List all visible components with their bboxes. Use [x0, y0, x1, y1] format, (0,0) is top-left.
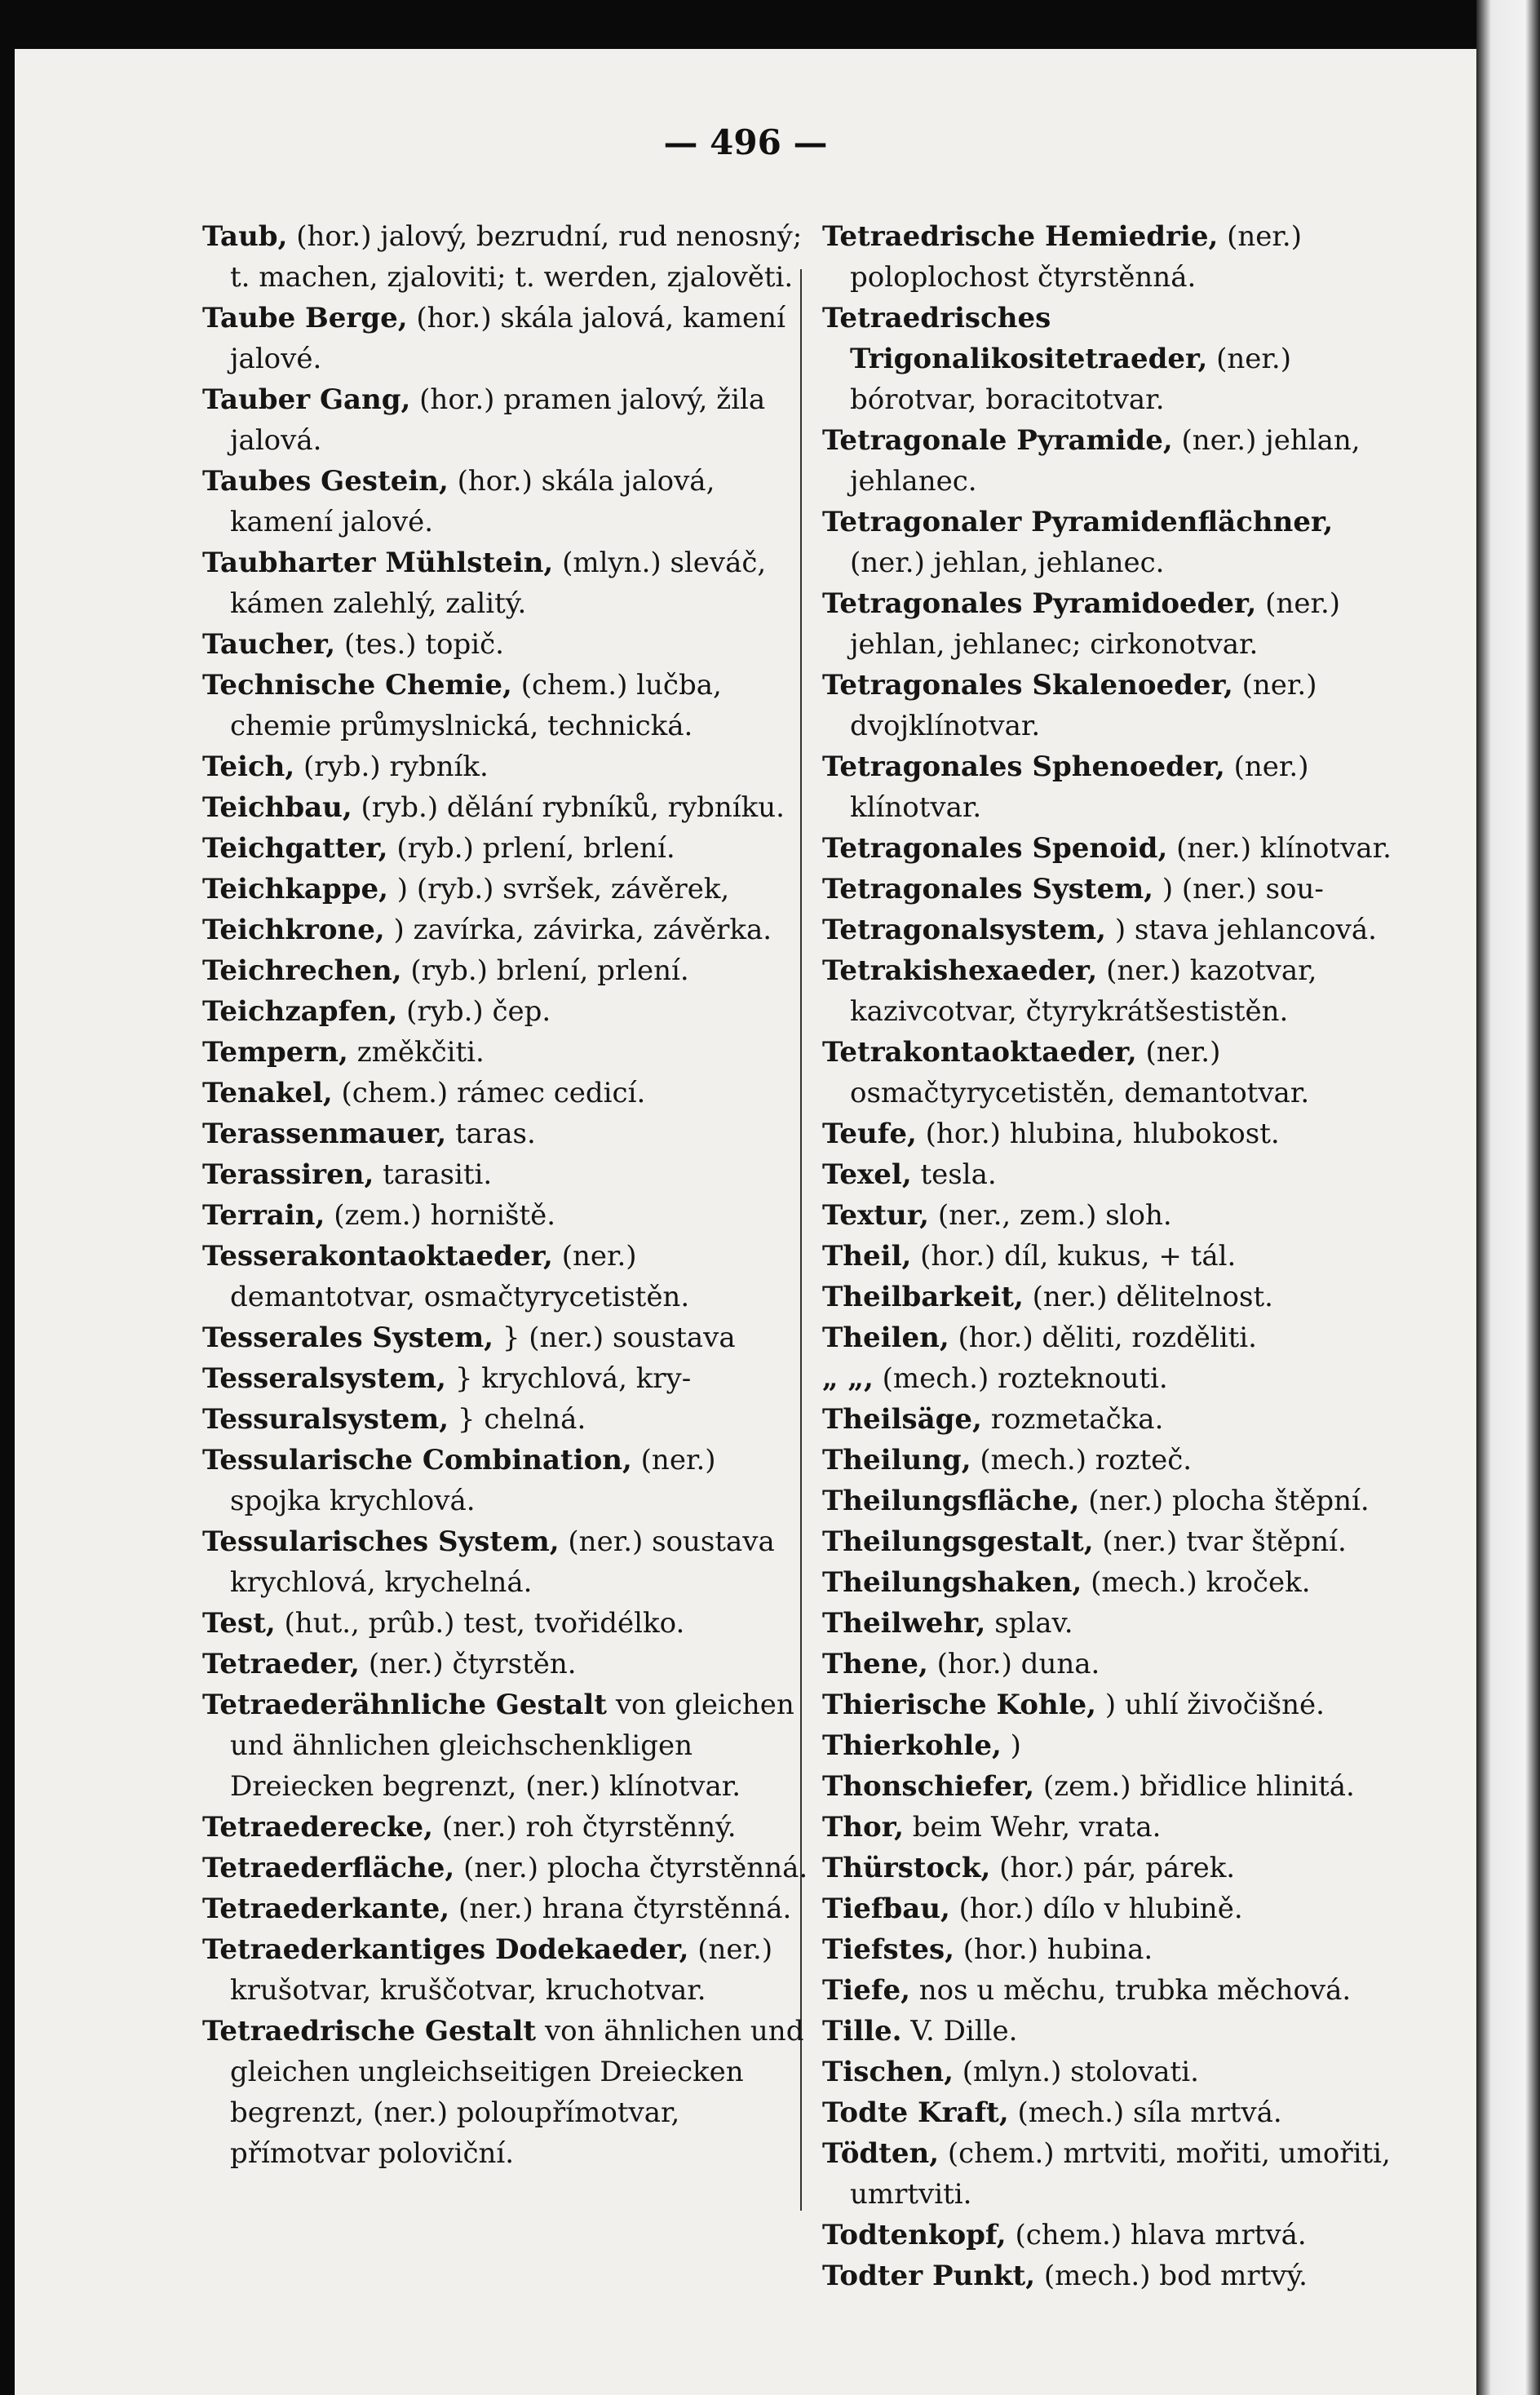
entry-headword: Teichgatter, — [202, 832, 388, 865]
dictionary-entry — [822, 420, 1405, 502]
dictionary-entry — [202, 1236, 814, 1317]
entry-headword: Todte Kraft, — [822, 2096, 1009, 2129]
entry-definition: (mlyn.) sleváč, kámen zalehlý, zalitý. — [230, 547, 767, 620]
dictionary-entry — [202, 746, 814, 787]
entry-headword: Tetragonales System, — [822, 873, 1154, 905]
entry-headword: Tiefbau, — [822, 1893, 950, 1925]
entry-definition: (mlyn.) stolovati. — [962, 2056, 1199, 2088]
dictionary-entry — [202, 1888, 814, 1929]
entry-headword: Theilung, — [822, 1444, 971, 1476]
right-column — [822, 216, 1405, 2296]
entry-definition: (chem.) rámec cedicí. — [341, 1077, 646, 1109]
dictionary-entry — [822, 1888, 1405, 1929]
entry-definition: taras. — [455, 1118, 536, 1150]
dictionary-entry — [202, 461, 814, 542]
entry-headword: Teichkrone, — [202, 914, 385, 946]
dictionary-entry — [822, 1317, 1405, 1358]
dictionary-entry — [822, 828, 1405, 869]
entry-definition: (ner.) spojka krychlová. — [230, 1444, 716, 1517]
entry-definition: ) zavírka, závirka, závěrka. — [393, 914, 772, 946]
entry-definition: ) (ner.) sou- — [1162, 873, 1324, 905]
dictionary-entry — [822, 1807, 1405, 1848]
entry-definition: (ner.) bórotvar, boracitotvar. — [850, 343, 1291, 416]
dictionary-entry — [822, 2215, 1405, 2256]
entry-definition: von gleichen und ähnlichen gleichschenkligen Dreiecken begrenzt, (ner.) klínotvar. — [230, 1689, 794, 1803]
entry-definition: (chem.) hlava mrtvá. — [1015, 2219, 1307, 2251]
dictionary-entry — [822, 1766, 1405, 1807]
entry-headword: Thonschiefer, — [822, 1770, 1035, 1803]
entry-headword: Theilungsfläche, — [822, 1485, 1080, 1517]
entry-definition: (chem.) lučba, chemie průmyslnická, technická. — [230, 669, 722, 742]
entry-definition: (zem.) horniště. — [334, 1199, 556, 1232]
entry-headword: Tiefstes, — [822, 1933, 954, 1966]
entry-headword: Tetraederfläche, — [202, 1852, 455, 1884]
entry-definition: ) uhlí živočišné. — [1104, 1689, 1325, 1721]
entry-definition: změkčiti. — [356, 1036, 485, 1069]
entry-definition: V. Dille. — [910, 2015, 1018, 2047]
dictionary-entry — [822, 1562, 1405, 1603]
entry-definition: (hor.) jalový, bezrudní, rud nenosný; t. machen, zjaloviti; t. werden, zjalověti. — [230, 220, 803, 294]
dictionary-entry — [202, 216, 814, 298]
entry-definition: (hor.) hlubina, hlubokost. — [925, 1118, 1280, 1150]
entry-headword: Todter Punkt, — [822, 2260, 1036, 2292]
dictionary-entry — [202, 1440, 814, 1521]
dictionary-entry — [822, 1358, 1405, 1399]
entry-definition: (hor.) skála jalová, kamení jalové. — [230, 302, 785, 375]
dictionary-entry — [202, 787, 814, 828]
dictionary-entry — [822, 1195, 1405, 1236]
entry-definition: (ner.) kazotvar, kazivcotvar, čtyrykrátšestistěn. — [850, 954, 1317, 1028]
dictionary-entry — [822, 950, 1405, 1032]
entry-headword: Tetragonale Pyramide, — [822, 424, 1173, 457]
page-number: — 496 — — [663, 122, 828, 162]
entry-headword: Terassiren, — [202, 1158, 374, 1191]
entry-definition: (mech.) bod mrtvý. — [1043, 2260, 1308, 2292]
entry-headword: Tetragonales Skalenoeder, — [822, 669, 1233, 702]
dictionary-entry — [822, 1848, 1405, 1888]
dictionary-entry — [822, 1970, 1405, 2011]
entry-headword: Tischen, — [822, 2056, 954, 2088]
entry-headword: Tetraedrische Gestalt — [202, 2015, 537, 2047]
entry-headword: Tiefe, — [822, 1974, 910, 2007]
dictionary-entry — [202, 1032, 814, 1073]
dictionary-entry — [202, 991, 814, 1032]
entry-definition: (ner.) plocha čtyrstěnná. — [463, 1852, 808, 1884]
entry-definition: (hor.) duna. — [936, 1648, 1100, 1680]
entry-definition: (hor.) pramen jalový, žila jalová. — [230, 383, 766, 457]
dictionary-entry — [202, 828, 814, 869]
dictionary-entry — [202, 1195, 814, 1236]
entry-definition: (ner., zem.) sloh. — [937, 1199, 1172, 1232]
entry-headword: Thor, — [822, 1811, 904, 1844]
dictionary-entry — [822, 1154, 1405, 1195]
dictionary-entry — [202, 379, 814, 461]
entry-headword: Tetraedrisches Trigonalikositetraeder, — [822, 302, 1208, 375]
entry-definition: (chem.) mrtviti, mořiti, umořiti, umrtviti. — [850, 2137, 1391, 2211]
dictionary-entry — [822, 2092, 1405, 2133]
entry-headword: Tetraederähnliche Gestalt — [202, 1689, 607, 1721]
entry-headword: Taubharter Mühlstein, — [202, 547, 554, 579]
entry-headword: Taub, — [202, 220, 288, 253]
entry-headword: Tessuralsystem, — [202, 1403, 449, 1436]
entry-definition: (ryb.) brlení, prlení. — [410, 954, 689, 987]
entry-headword: Thierische Kohle, — [822, 1689, 1097, 1721]
entry-definition: (ner.) soustava krychlová, krychelná. — [230, 1525, 775, 1599]
entry-definition: (tes.) topič. — [343, 628, 504, 661]
entry-definition: beim Wehr, vrata. — [912, 1811, 1162, 1844]
entry-definition: rozmetačka. — [990, 1403, 1164, 1436]
entry-headword: Teichkappe, — [202, 873, 388, 905]
dictionary-entry — [822, 502, 1405, 583]
dictionary-entry — [202, 1929, 814, 2011]
entry-definition: (ner.) tvar štěpní. — [1102, 1525, 1347, 1558]
dictionary-entry — [202, 950, 814, 991]
entry-definition: von ähnlichen und gleichen ungleichseitigen Dreiecken begrenzt, (ner.) poloupřímotvar, přímotvar poloviční. — [230, 2015, 804, 2170]
entry-headword: Teufe, — [822, 1118, 917, 1150]
dictionary-entry — [202, 1317, 814, 1358]
entry-definition: (ner.) demantotvar, osmačtyrycetistěn. — [230, 1240, 690, 1313]
entry-definition: tesla. — [920, 1158, 997, 1191]
dictionary-entry — [202, 624, 814, 665]
entry-headword: Tetragonales Spenoid, — [822, 832, 1168, 865]
dictionary-entry — [202, 1358, 814, 1399]
entry-headword: Theil, — [822, 1240, 912, 1273]
entry-headword: Tessularische Combination, — [202, 1444, 632, 1476]
entry-definition: (hor.) děliti, rozděliti. — [958, 1321, 1257, 1354]
dictionary-entry — [202, 2011, 814, 2174]
entry-headword: Theilungsgestalt, — [822, 1525, 1094, 1558]
entry-headword: Tetraeder, — [202, 1648, 360, 1680]
dictionary-entry — [202, 1807, 814, 1848]
dictionary-entry — [202, 1073, 814, 1113]
dictionary-entry — [822, 2133, 1405, 2215]
entry-definition: (ner.) dvojklínotvar. — [850, 669, 1317, 742]
entry-definition: (ner.) klínotvar. — [850, 750, 1309, 824]
entry-headword: Thürstock, — [822, 1852, 991, 1884]
entry-headword: Teichzapfen, — [202, 995, 398, 1028]
entry-headword: Todtenkopf, — [822, 2219, 1007, 2251]
dictionary-entry — [822, 1644, 1405, 1684]
entry-headword: Tetrakishexaeder, — [822, 954, 1098, 987]
entry-headword: Tempern, — [202, 1036, 348, 1069]
adjacent-page-edge — [1476, 0, 1540, 2395]
entry-definition: (ner.) čtyrstěn. — [368, 1648, 577, 1680]
dictionary-entry — [822, 298, 1405, 420]
dictionary-entry — [822, 1521, 1405, 1562]
dictionary-page — [15, 49, 1476, 2395]
dictionary-entry — [822, 1684, 1405, 1725]
entry-definition: ) — [1010, 1729, 1021, 1762]
dictionary-entry — [822, 665, 1405, 746]
dictionary-entry — [202, 1603, 814, 1644]
left-column — [202, 216, 814, 2174]
entry-headword: Theilungshaken, — [822, 1566, 1082, 1599]
entry-definition: (ner.) jehlan, jehlanec. — [850, 424, 1361, 498]
dictionary-entry — [202, 665, 814, 746]
entry-definition: (ner.) jehlan, jehlanec. — [850, 547, 1165, 579]
entry-headword: Taubes Gestein, — [202, 465, 449, 498]
entry-definition: splav. — [994, 1607, 1073, 1640]
dictionary-entry — [822, 1113, 1405, 1154]
dictionary-entry — [822, 2011, 1405, 2052]
entry-definition: (ner.) osmačtyrycetistěn, demantotvar. — [850, 1036, 1310, 1109]
dictionary-entry — [202, 1399, 814, 1440]
entry-headword: Theilsäge, — [822, 1403, 982, 1436]
entry-headword: Theilen, — [822, 1321, 949, 1354]
entry-definition: (ner.) poloplochost čtyrstěnná. — [850, 220, 1302, 294]
entry-headword: Tesserales System, — [202, 1321, 494, 1354]
entry-definition: tarasiti. — [383, 1158, 493, 1191]
entry-definition: } chelná. — [457, 1403, 586, 1436]
dictionary-entry — [822, 1440, 1405, 1481]
entry-definition: (mech.) rozteknouti. — [882, 1362, 1168, 1395]
entry-headword: Tesserakontaoktaeder, — [202, 1240, 553, 1273]
entry-headword: Tetraederkantiges Dodekaeder, — [202, 1933, 689, 1966]
entry-definition: nos u měchu, trubka měchová. — [918, 1974, 1352, 2007]
dictionary-entry — [822, 746, 1405, 828]
entry-definition: (hor.) hubina. — [962, 1933, 1153, 1966]
entry-definition: (ner.) dělitelnost. — [1032, 1281, 1273, 1313]
dictionary-entry — [202, 1521, 814, 1603]
dictionary-entry — [822, 1725, 1405, 1766]
entry-definition: (ryb.) prlení, brlení. — [396, 832, 675, 865]
entry-definition: (ner.) roh čtyrstěnný. — [441, 1811, 737, 1844]
dictionary-entry — [822, 1236, 1405, 1277]
entry-headword: Tetragonaler Pyramidenflächner, — [822, 506, 1334, 538]
entry-headword: Tenakel, — [202, 1077, 333, 1109]
entry-headword: Teich, — [202, 750, 295, 783]
entry-headword: Tetraederecke, — [202, 1811, 433, 1844]
entry-definition: (ryb.) rybník. — [303, 750, 489, 783]
dictionary-entry — [202, 869, 814, 910]
entry-headword: Test, — [202, 1607, 276, 1640]
entry-definition: (hor.) pár, párek. — [999, 1852, 1236, 1884]
entry-headword: Thierkohle, — [822, 1729, 1002, 1762]
dictionary-entry — [822, 910, 1405, 950]
entry-headword: Tille. — [822, 2015, 902, 2047]
entry-headword: Theilbarkeit, — [822, 1281, 1024, 1313]
entry-headword: Texel, — [822, 1158, 912, 1191]
entry-definition: (hut., prûb.) test, tvořidélko. — [284, 1607, 685, 1640]
entry-headword: Textur, — [822, 1199, 930, 1232]
dictionary-entry — [822, 1603, 1405, 1644]
entry-definition: (ryb.) čep. — [406, 995, 551, 1028]
dictionary-entry — [202, 1154, 814, 1195]
entry-headword: Tetragonales Sphenoeder, — [822, 750, 1225, 783]
dictionary-entry — [822, 216, 1405, 298]
entry-definition: (mech.) rozteč. — [980, 1444, 1193, 1476]
dictionary-entry — [822, 1929, 1405, 1970]
entry-definition: } (ner.) soustava — [502, 1321, 736, 1354]
dictionary-entry — [822, 1399, 1405, 1440]
entry-definition: (zem.) břidlice hlinitá. — [1042, 1770, 1355, 1803]
entry-headword: Taucher, — [202, 628, 336, 661]
entry-definition: (mech.) kroček. — [1091, 1566, 1311, 1599]
entry-definition: (hor.) dílo v hlubině. — [958, 1893, 1243, 1925]
entry-headword: Theilwehr, — [822, 1607, 986, 1640]
entry-definition: (ner.) klínotvar. — [1176, 832, 1392, 865]
entry-headword: Taube Berge, — [202, 302, 408, 334]
dictionary-entry — [202, 1644, 814, 1684]
entry-definition: (ryb.) dělání rybníků, rybníku. — [361, 791, 785, 824]
entry-headword: Tetragonalsystem, — [822, 914, 1106, 946]
dictionary-entry — [202, 542, 814, 624]
dictionary-entry — [202, 298, 814, 379]
dictionary-entry — [822, 869, 1405, 910]
dictionary-entry — [202, 910, 814, 950]
entry-definition: (ner.) plocha štěpní. — [1088, 1485, 1370, 1517]
dictionary-entry — [822, 1481, 1405, 1521]
entry-headword: Tesseralsystem, — [202, 1362, 446, 1395]
entry-definition: (hor.) díl, kukus, + tál. — [920, 1240, 1237, 1273]
dictionary-entry — [822, 2052, 1405, 2092]
dictionary-entry — [202, 1848, 814, 1888]
entry-definition: ) stava jehlancová. — [1114, 914, 1377, 946]
entry-definition: (ner.) krušotvar, kruščotvar, kruchotvar. — [230, 1933, 773, 2007]
entry-headword: Tetraederkante, — [202, 1893, 450, 1925]
entry-definition: ) (ryb.) svršek, závěrek, — [396, 873, 730, 905]
entry-definition: (ner.) jehlan, jehlanec; cirkonotvar. — [850, 587, 1341, 661]
entry-headword: Technische Chemie, — [202, 669, 512, 702]
entry-headword: Teichbau, — [202, 791, 352, 824]
dictionary-entry — [202, 1113, 814, 1154]
entry-headword: Teichrechen, — [202, 954, 402, 987]
entry-headword: Tessularisches System, — [202, 1525, 560, 1558]
entry-headword: Tetraedrische Hemiedrie, — [822, 220, 1219, 253]
dictionary-entry — [822, 2256, 1405, 2296]
dictionary-entry — [822, 583, 1405, 665]
dictionary-entry — [822, 1277, 1405, 1317]
dictionary-entry — [202, 1684, 814, 1807]
entry-definition: (hor.) skála jalová, kamení jalové. — [230, 465, 715, 538]
entry-headword: Tauber Gang, — [202, 383, 411, 416]
entry-definition: (ner.) hrana čtyrstěnná. — [458, 1893, 792, 1925]
entry-headword: Tetrakontaoktaeder, — [822, 1036, 1137, 1069]
entry-headword: Tödten, — [822, 2137, 940, 2170]
entry-headword: „ „, — [822, 1362, 874, 1395]
entry-headword: Terassenmauer, — [202, 1118, 447, 1150]
entry-definition: } krychlová, kry- — [454, 1362, 692, 1395]
entry-headword: Terrain, — [202, 1199, 325, 1232]
dictionary-entry — [822, 1032, 1405, 1113]
entry-headword: Thene, — [822, 1648, 928, 1680]
entry-definition: (mech.) síla mrtvá. — [1017, 2096, 1282, 2129]
entry-headword: Tetragonales Pyramidoeder, — [822, 587, 1257, 620]
